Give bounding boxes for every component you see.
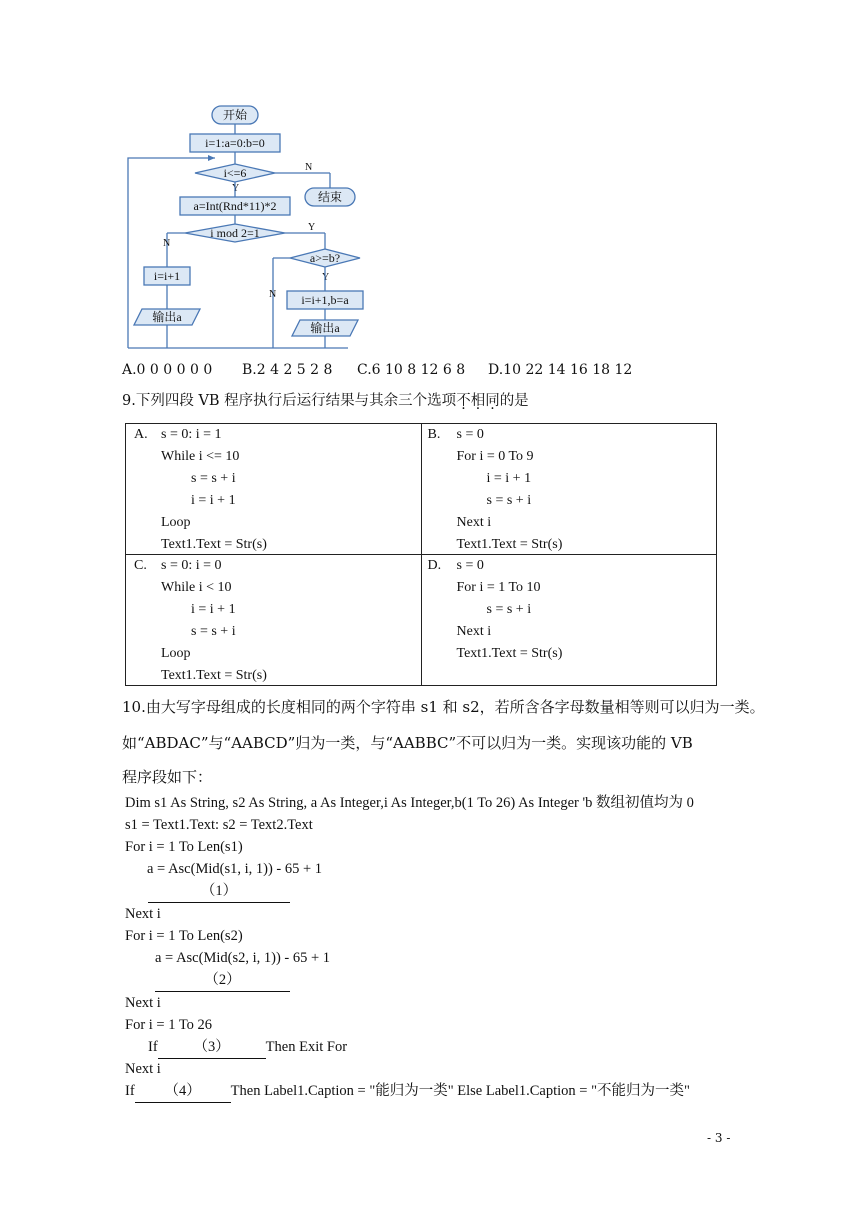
code-line: i = i + 1 <box>486 471 532 486</box>
q9-prefix: 9.下列四段 VB 程序执行后运行结果与其余三个选项 <box>122 393 457 409</box>
flowchart <box>120 100 380 355</box>
cond3-label: a>=b? <box>309 251 341 265</box>
code-line: s = 0 <box>456 558 484 573</box>
cond1-n-label: N <box>305 162 313 173</box>
blank-2-label: （2） <box>155 969 290 992</box>
code-asc-2: a = Asc(Mid(s2, i, 1)) - 65 + 1 <box>155 950 331 966</box>
out-right-label: 输出a <box>310 321 340 335</box>
code-line: Text1.Text = Str(s) <box>161 537 267 552</box>
code-line: s = s + i <box>191 624 236 639</box>
code-line: While i < 10 <box>161 580 232 595</box>
code-for-2: For i = 1 To Len(s2) <box>125 928 243 944</box>
option-label: D. <box>427 558 442 573</box>
code-line: s = s + i <box>191 471 236 486</box>
code-line: s = s + i <box>486 493 532 508</box>
cond2-n-label: N <box>163 238 171 249</box>
q9-emph-2: 相 <box>470 393 486 409</box>
code-next-2: Next i <box>125 995 161 1011</box>
q9-question <box>122 391 529 411</box>
q10-line-3: 程序段如下： <box>122 768 213 786</box>
code-dim: Dim s1 As String, s2 As String, a As Integer,i As Integer,b(1 To 26) As Integer 'b 数组初值均为 0 <box>125 795 694 811</box>
q9-cell-b <box>421 424 717 555</box>
code-line: Text1.Text = Str(s) <box>161 668 267 683</box>
code-line: Loop <box>161 646 191 661</box>
init-label: i=1:a=0:b=0 <box>205 136 265 150</box>
q9-cell-d <box>421 555 717 686</box>
blank-1-label: （1） <box>148 880 290 903</box>
code-line: i = i + 1 <box>191 602 236 617</box>
q10-line-2: 如“ABDAC”与“AABCD”归为一类，与“AABBC”不可以归为一类。实现该功能的 VB <box>122 734 693 752</box>
q8-option-d: D.10 22 14 16 18 12 <box>488 362 633 378</box>
page-number: - 3 - <box>707 1131 731 1145</box>
option-label: C. <box>134 558 147 573</box>
q10-line-1: 10.由大写字母组成的长度相同的两个字符串 s1 和 s2，若所含各字母数量相等则可以归为一类。 <box>122 698 765 716</box>
code-line: Next i <box>456 624 492 639</box>
cond1-label: i<=6 <box>223 166 247 180</box>
code-line: s = 0 <box>456 427 484 442</box>
q9-emph-1: 不 <box>456 393 471 409</box>
q8-option-a: A.0 0 0 0 0 0 <box>122 362 213 378</box>
inc-left-label: i=i+1 <box>153 269 181 283</box>
code-line: s = 0: i = 1 <box>161 427 222 442</box>
if-keyword: If <box>148 1039 158 1055</box>
cond3-n-label: N <box>269 289 277 300</box>
start-label: 开始 <box>222 108 248 122</box>
option-label: B. <box>427 427 441 442</box>
code-line: s = 0: i = 0 <box>161 558 222 573</box>
option-label: A. <box>134 427 148 442</box>
code-next-1: Next i <box>125 906 161 922</box>
q8-option-c: C.6 10 8 12 6 8 <box>357 362 466 378</box>
code-line: For i = 0 To 9 <box>456 449 534 464</box>
end-label: 结束 <box>317 190 343 204</box>
then-exit: Then Exit For <box>265 1039 348 1055</box>
cond1-y-label: Y <box>232 183 240 194</box>
q9-cell-c <box>126 555 422 686</box>
code-line: s = s + i <box>486 602 532 617</box>
cond2-y-label: Y <box>308 222 316 233</box>
q9-suffix: 的是 <box>499 393 529 409</box>
code-line: i = i + 1 <box>191 493 236 508</box>
code-line: Text1.Text = Str(s) <box>456 646 563 661</box>
code-if-3 <box>148 1036 347 1059</box>
code-line: For i = 1 To 10 <box>456 580 541 595</box>
assign-label: a=Int(Rnd*11)*2 <box>193 199 277 213</box>
code-for-1: For i = 1 To Len(s1) <box>125 839 243 855</box>
cond3-y-label: Y <box>322 272 330 283</box>
code-assign: s1 = Text1.Text: s2 = Text2.Text <box>125 817 313 833</box>
code-line: Loop <box>161 515 191 530</box>
code-line: Next i <box>456 515 492 530</box>
if-keyword: If <box>125 1083 135 1099</box>
q9-options-table <box>125 423 717 686</box>
code-asc-1: a = Asc(Mid(s1, i, 1)) - 65 + 1 <box>147 861 323 877</box>
out-left-label: 输出a <box>152 310 182 324</box>
code-if-4 <box>125 1080 690 1103</box>
q8-option-b: B.2 4 2 5 2 8 <box>242 362 333 378</box>
q9-cell-a <box>126 424 422 555</box>
blank-1 <box>148 880 290 903</box>
blank-2 <box>155 969 290 992</box>
code-line: While i <= 10 <box>161 449 240 464</box>
blank-3-label: （3） <box>158 1036 266 1059</box>
code-line: Text1.Text = Str(s) <box>456 537 563 552</box>
then-caption: Then Label1.Caption = "能归为一类" Else Label1.Caption = "不能归为一类" <box>230 1083 690 1099</box>
inc-right-label: i=i+1,b=a <box>301 293 349 307</box>
code-next-3: Next i <box>125 1061 161 1077</box>
blank-4-label: （4） <box>135 1080 231 1103</box>
cond2-label: i mod 2=1 <box>210 226 260 240</box>
code-for-3: For i = 1 To 26 <box>125 1017 213 1033</box>
q9-emph-3: 同 <box>485 393 500 409</box>
